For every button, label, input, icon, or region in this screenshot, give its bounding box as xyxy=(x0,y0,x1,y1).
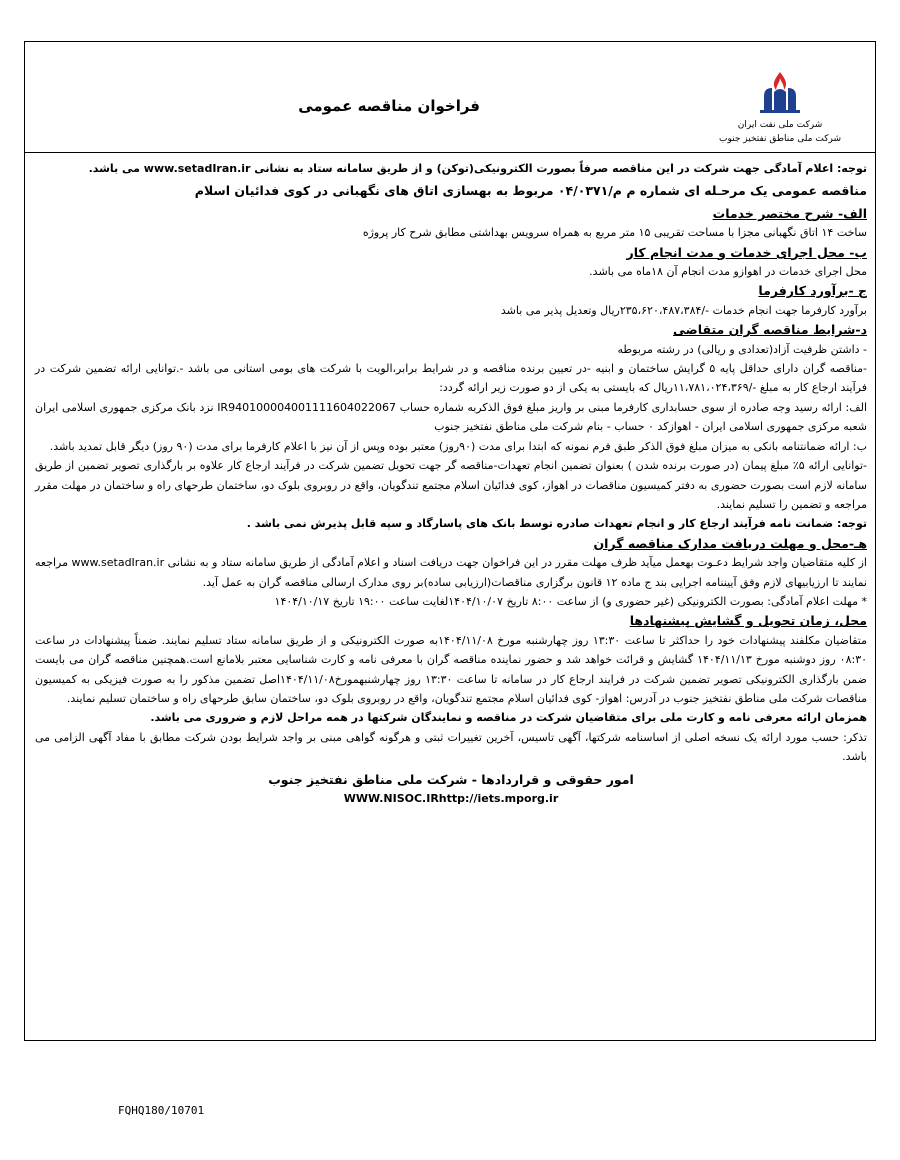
notice-body xyxy=(25,153,875,1042)
section-h-heading: هـ-محل و مهلت دریافت مدارک مناقصه گران xyxy=(593,535,867,551)
delivery-text: متقاضیان مکلفند پیشنهادات خود را حداکثر تا ساعت ۱۳:۳۰ روز چهارشنبه مورخ ۱۴۰۴/۱۱/۰۸به صورت الکترونیکی و از طریق سامانه ستاد تسلیم نمایند. ضمناً پیشنهادات در ساعت ۰۸:۳۰ روز دوشنبه مورخ ۱۴۰۴/۱۱/۱۳ گشایش و قرائت خواهد شد و حضور نماینده مناقصه گران با معرفی نامه و کارت شناسایی معتبر بلامانع است.همچنین مناقصه گران می بایست ضمن بارگذاری الکترونیکی تصویر تضمین شرکت در فرایند ارجاع کار در سامانه تا ساعت ۱۳:۳۰ روز چهارشنبهمورخ۱۴۰۴/۱۱/۰۸اصل تضمین مذکور را به صورت فیزیکی به کمیسیون مناقصات شرکت ملی مناطق نفتخیز جنوب در آدرس: اهواز- کوی فدائیان اسلام مجتمع تندگویان، واقع در روبروی بلوک دو، ساختمان سابق طرحهای راه و ساختمان تسلیم نمایند. xyxy=(35,633,868,705)
company-name-line1: شرکت ملی نفت ایران xyxy=(737,120,823,130)
company-name-line2: شرکت ملی مناطق نفتخیز جنوب xyxy=(719,134,841,144)
performance-guarantee: -توانایی ارائه ۵٪ مبلغ پیمان (در صورت برنده شدن ) بعنوان تضمین انجام تعهدات-مناقصه گر جهت تحویل تضمین شرکت در فرآیند ارجاع کار علاوه بر بارگذاری تصویر تضمین از طریق سامانه لازم است بصورت حضوری به دفتر کمیسیون مناقصات در اهواز، کوی فدائیان اسلام مجتمع تندگویان، واقع در روبروی بلوک دو، ساختمان طرحهای راه و ساختمان در مهلت مقرر مراجعه و تضمین را تسلیم نمایند. xyxy=(35,459,867,511)
section-c-text: برآورد کارفرما جهت انجام خدمات -/۲۳۵،۶۲۰،۴۸۷،۳۸۴ریال وتعدیل پذیر می باشد xyxy=(500,303,867,317)
website-links[interactable]: WWW.NISOC.IRhttp://iets.mporg.ir xyxy=(343,792,559,805)
section-d-heading: د-شرایط مناقصه گران متقاضی xyxy=(673,322,867,338)
page-title: فراخوان مناقصه عمومی xyxy=(298,97,480,115)
section-b-heading: ب- محل اجرای خدمات و مدت انجام کار xyxy=(626,244,867,260)
guarantee-notice: توجه: ضمانت نامه فرآیند ارجاع کار و انجام تعهدات صادره توسط بانک های پاسارگاد و سپه قابل پذیرش نمی باشد . xyxy=(246,517,867,531)
document-code: FQHQ180/10701 xyxy=(118,1104,205,1117)
section-a-text: ساخت ۱۴ اتاق نگهبانی مجزا با مساحت تقریبی ۱۵ متر مربع به همراه سرویس بهداشتی مطابق شرح کار پروژه xyxy=(362,226,867,240)
tender-title: مناقصه عمومی یک مرحـله ای شماره م م/۰۴/۰۳۷۱ مربوط به بهسازی اتاق های نگهبانی در کوی فدائیان اسلام xyxy=(194,183,867,199)
notice-intro: توجه: اعلام آمادگی جهت شرکت در این مناقصه صرفاً بصورت الکترونیکی(توکن) و از طریق سامانه ستاد به نشانی www.setadIran.ir می باشد. xyxy=(88,162,867,175)
guarantee-option-be: ب: ارائه ضمانتنامه بانکی به میزان مبلغ فوق الذکر طبق فرم نمونه که ابتدا برای مدت (۹۰روز) معتبر بوده وپس از آن نیز با اعلام کارفرما برای مدت (۹۰ روز) دیگر قابل تمدید باشد. xyxy=(49,439,867,453)
guarantee-option-alef: الف: ارائه رسید وجه صادره از سوی حسابداری کارفرما مبنی بر واریز مبلغ فوق الذکربه شماره حساب IR940100004001111604022067 نزد بانک مرکزی جمهوری اسلامی ایران شعبه مرکزی جمهوری اسلامی ایران - اهوازکد ۰ حساب - بنام شرکت ملی مناطق نفتخیز جنوب xyxy=(35,400,867,434)
id-card-note: همزمان ارائه معرفی نامه و کارت ملی برای متقاضیان شرکت در مناقصه و نمایندگان شرکتها در همه مراحل لازم و ضروری می باشد. xyxy=(150,711,867,725)
section-h-text: از کلیه متقاضیان واجد شرایط دعـوت بهعمل میآید ظرف مهلت مقرر در این فراخوان جهت دریافت اسناد و اعلام آمادگی از طریق سامانه ستاد و به نشانی www.setadIran.ir مراجعه نمایند تا ارزیابیهای لازم وفق آییننامه اجرایی بند ج ماده ۱۲ قانون برگزاری مناقصات(ارزیابی ساده)بر روی مدارک ارسالی مناقصه گران به عمل آید. xyxy=(35,556,867,589)
section-a-heading: الف- شرح مختصر خدمات xyxy=(712,205,867,221)
capacity-requirement: - داشتن ظرفیت آزاد(تعدادی و ریالی) در رشته مربوطه xyxy=(617,342,867,356)
notice-frame xyxy=(24,41,876,1041)
section-c-heading: ج -برآورد کارفرما xyxy=(758,283,867,299)
section-b-text: محل اجرای خدمات در اهوازو مدت انجام آن ۱۸ماه می باشد. xyxy=(589,265,867,279)
signature: امور حقوقی و قراردادها - شرکت ملی مناطق نفتخیز جنوب xyxy=(268,771,634,787)
nioc-logo-icon xyxy=(750,70,810,114)
company-logo-block xyxy=(695,70,865,146)
header xyxy=(25,42,875,153)
delivery-heading: محل، زمان تحویل و گشایش پیشنهادها xyxy=(629,613,867,629)
grade-requirement: -مناقصه گران دارای حداقل پایه ۵ گرایش ساختمان و ابنیه -در تعیین برنده مناقصه و در شرایط برابر،الویت با شرکت های بومی استانی می باشد -.توانایی ارائه تضمین شرکت در فرآیند ارجاع کار به مبلغ -/۱۱،۷۸۱،۰۲۴،۳۶۹ریال که بایستی به یکی از دو صورت زیر ارائه گردد: xyxy=(35,362,867,395)
reminder-note: تذکر: حسب مورد ارائه یک نسخه اصلی از اساسنامه شرکتها، آگهی تاسیس، آخرین تغییرات ثبتی و هرگونه گواهی مبنی بر واجد شرایط بودن شرکت مطابق با مفاد آگهی الزامی می باشد. xyxy=(35,730,867,764)
readiness-deadline: * مهلت اعلام آمادگی: بصورت الکترونیکی (غیر حضوری و) از ساعت ۸:۰۰ تاریخ ۱۴۰۴/۱۰/۰۷لغایت ساعت ۱۹:۰۰ تاریخ ۱۴۰۴/۱۰/۱۷ xyxy=(274,594,867,608)
